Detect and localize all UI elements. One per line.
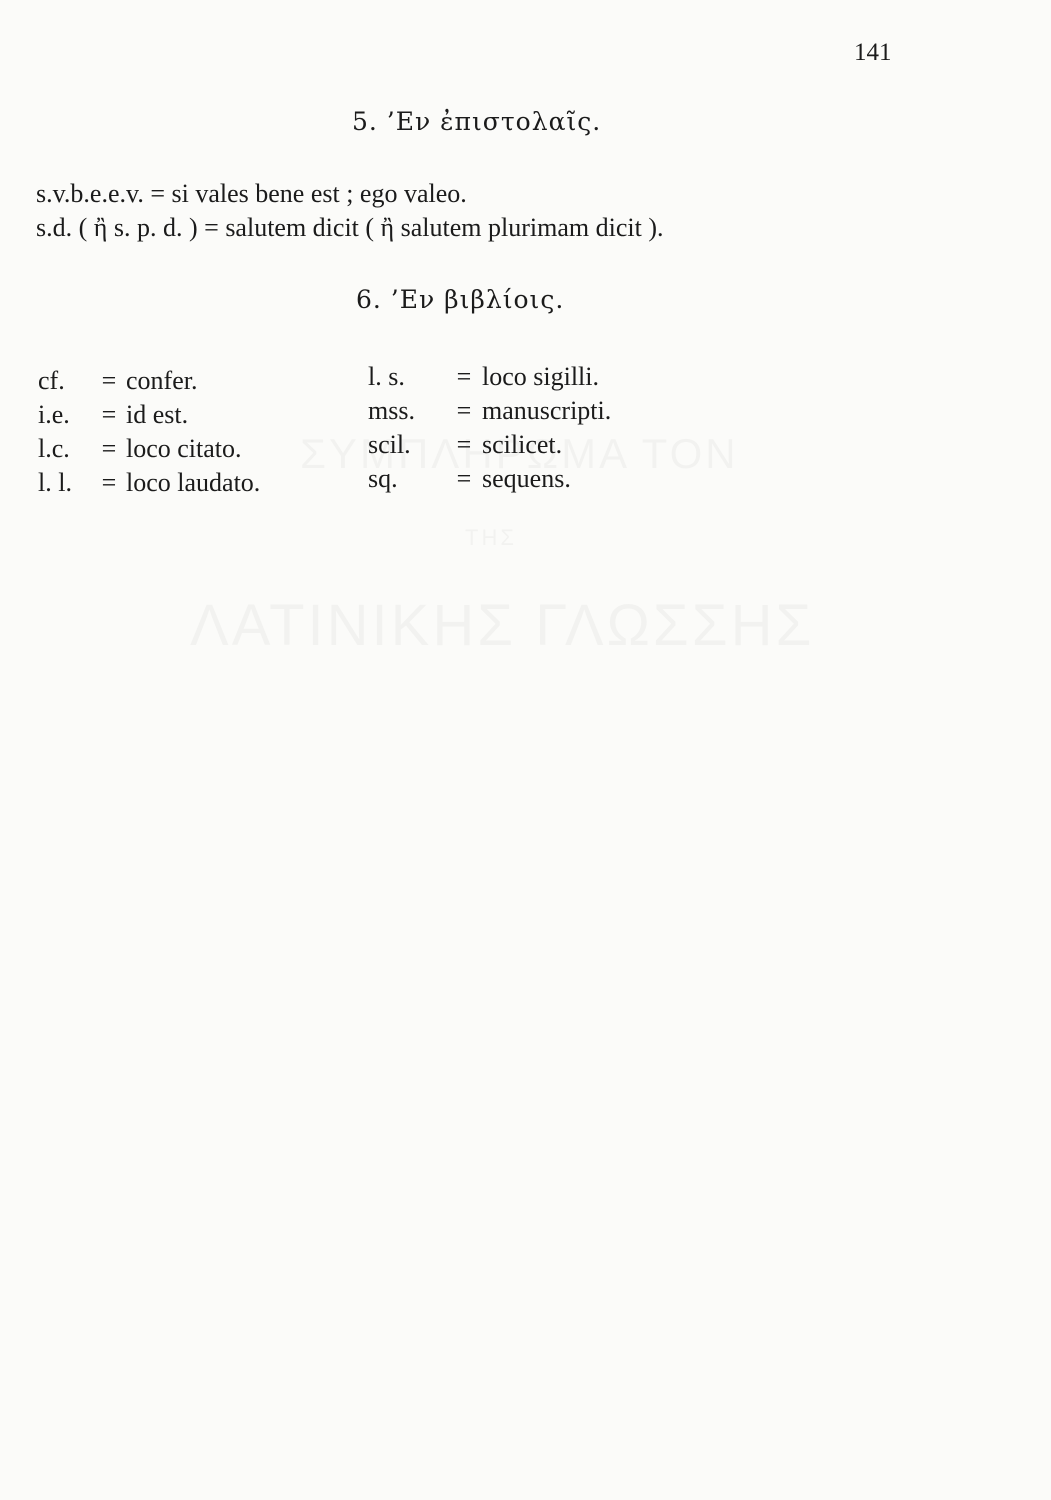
- equals-sign: =: [456, 464, 472, 493]
- equals-sign: =: [101, 434, 117, 463]
- equals-sign: =: [101, 468, 117, 497]
- abbreviation-entry: [368, 428, 768, 462]
- abbreviation-entry: [38, 432, 348, 466]
- equals-sign: =: [456, 396, 472, 425]
- abbreviation-meaning: loco laudato.: [126, 468, 261, 497]
- bleed-through-text-3: [190, 592, 814, 659]
- abbreviation-meaning: sequens.: [482, 464, 571, 493]
- abbreviation: l. l.: [38, 468, 72, 497]
- abbreviation: scil.: [368, 430, 411, 459]
- book-abbreviations-left-column: [38, 364, 348, 500]
- equals-sign: =: [101, 366, 117, 395]
- abbreviation-entry: [38, 364, 348, 398]
- abbreviation: l.c.: [38, 434, 70, 463]
- abbreviation-entry: [368, 462, 768, 496]
- abbreviation-entry: [38, 398, 348, 432]
- section-5-heading: 5. ’Εν ἐπιστολαῖς.: [352, 107, 602, 136]
- abbreviation-entry: [368, 394, 768, 428]
- abbreviation: l. s.: [368, 362, 405, 391]
- abbreviation-meaning: confer.: [126, 366, 198, 395]
- abbreviation: i.e.: [38, 400, 70, 429]
- abbreviation: mss.: [368, 396, 415, 425]
- abbreviation-entry: [368, 360, 768, 394]
- page-number: 141: [854, 39, 892, 66]
- equals-sign: =: [456, 430, 472, 459]
- abbreviation-meaning: scilicet.: [482, 430, 563, 459]
- abbreviation-entry: [38, 466, 348, 500]
- letter-abbreviation-line-2: s.d. ( ἢ s. p. d. ) = salutem dicit ( ἢ salutem plurimam dicit ).: [36, 213, 664, 242]
- section-6-heading: 6. ’Εν βιβλίοις.: [356, 285, 565, 314]
- equals-sign: =: [101, 400, 117, 429]
- abbreviation-meaning: id est.: [126, 400, 189, 429]
- abbreviation: sq.: [368, 464, 398, 493]
- abbreviation: cf.: [38, 366, 65, 395]
- abbreviation-meaning: loco citato.: [126, 434, 242, 463]
- bleed-through-text-2: [465, 525, 517, 551]
- abbreviation-meaning: manuscripti.: [482, 396, 612, 425]
- abbreviation-meaning: loco sigilli.: [482, 362, 599, 391]
- equals-sign: =: [456, 362, 472, 391]
- letter-abbreviation-line-1: s.v.b.e.e.v. = si vales bene est ; ego valeo.: [36, 179, 467, 208]
- book-abbreviations-right-column: [368, 360, 768, 496]
